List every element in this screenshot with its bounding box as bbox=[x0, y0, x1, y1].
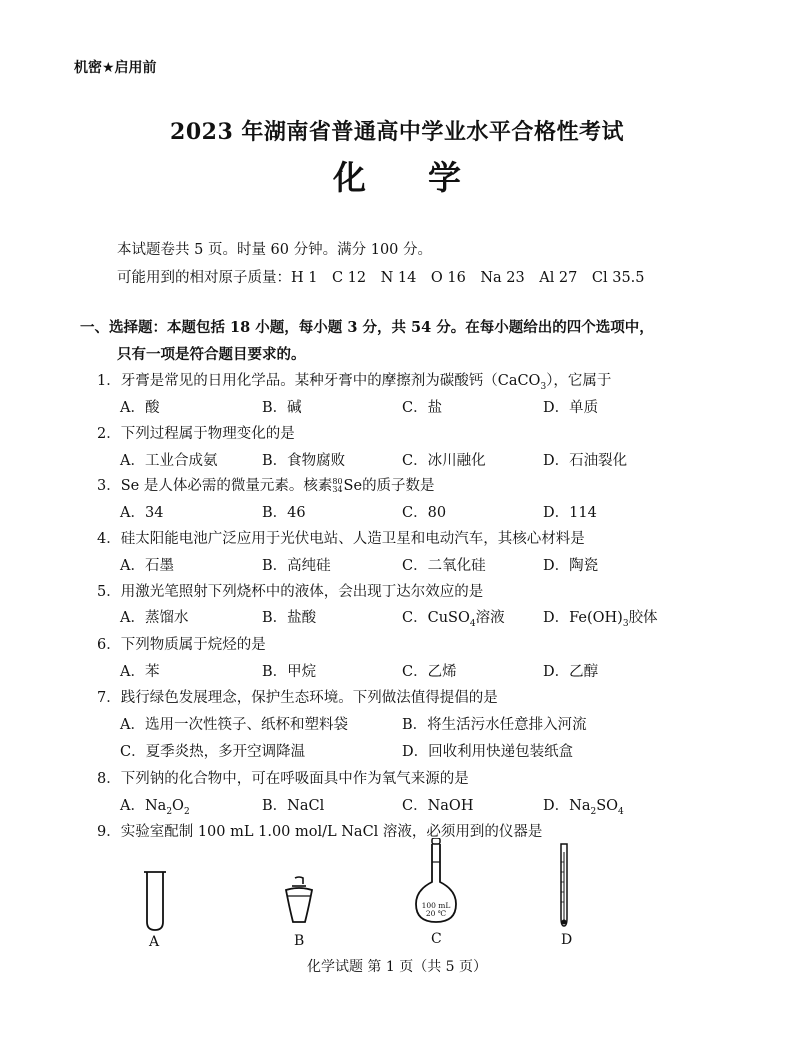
q8-option-c: C．NaOH bbox=[402, 798, 474, 814]
question-7-stem: 7．践行绿色发展理念，保护生态环境。下列做法值得提倡的是 bbox=[97, 690, 498, 706]
q2-option-c: C．冰川融化 bbox=[402, 453, 486, 469]
q8-a-p2: O bbox=[172, 798, 184, 814]
q8-option-d bbox=[543, 794, 624, 817]
flask-temperature: 20 ℃ bbox=[425, 909, 447, 918]
q4-option-c: C．二氧化硅 bbox=[402, 558, 486, 574]
q1-option-a: A．酸 bbox=[120, 400, 160, 416]
test-tube-icon bbox=[140, 868, 170, 934]
q4-option-a: A．石墨 bbox=[120, 558, 174, 574]
confidential-mark: 机密★启用前 bbox=[74, 60, 157, 76]
q7-option-c: C．夏季炎热，多开空调降温 bbox=[120, 744, 306, 760]
nuclide-notation bbox=[332, 478, 342, 494]
flask-volume: 100 mL bbox=[421, 901, 451, 910]
q5-c-tail: 溶液 bbox=[475, 610, 505, 626]
question-9-stem: 9．实验室配制 100 mL 1.00 mol/L NaCl 溶液，必须用到的仪器是 bbox=[97, 824, 543, 840]
q1-option-b: B．碱 bbox=[262, 400, 302, 416]
q5-d-sub: 3 bbox=[622, 618, 629, 629]
q6-option-a: A．苯 bbox=[120, 664, 160, 680]
q8-d-sub2: 4 bbox=[618, 806, 624, 817]
funnel-icon bbox=[280, 876, 318, 928]
q7-option-d: D．回收利用快递包装纸盒 bbox=[402, 744, 574, 760]
q8-d-p2: SO bbox=[596, 798, 619, 814]
atomic-mass-line: 可能用到的相对原子质量：H 1 C 12 N 14 O 16 Na 23 Al 27 Cl 35.5 bbox=[117, 270, 645, 286]
q4-option-d: D．陶瓷 bbox=[543, 558, 599, 574]
q5-d-tail: 胶体 bbox=[628, 610, 658, 626]
q5-option-a: A．蒸馏水 bbox=[120, 610, 189, 626]
q1-option-d: D．单质 bbox=[543, 400, 599, 416]
q3-option-a: A．34 bbox=[120, 505, 164, 521]
q5-option-c bbox=[402, 606, 505, 629]
subject-title bbox=[0, 152, 794, 199]
q1-option-c: C．盐 bbox=[402, 400, 443, 416]
instruction-line-1: 本试题卷共 5 页。时量 60 分钟。满分 100 分。 bbox=[117, 242, 433, 258]
q5-c-formula: C．CuSO bbox=[402, 610, 470, 626]
q8-a-sub2: 2 bbox=[183, 806, 190, 817]
atomic-number: 34 bbox=[332, 485, 343, 494]
q8-a-p1: A．Na bbox=[120, 798, 167, 814]
q6-option-d: D．乙醇 bbox=[543, 664, 599, 680]
question-5-stem: 5．用激光笔照射下列烧杯中的液体，会出现丁达尔效应的是 bbox=[97, 584, 484, 600]
q3-stem-tail: 的质子数是 bbox=[362, 478, 435, 494]
question-1-stem bbox=[97, 369, 611, 392]
q3-stem-text: 3．Se 是人体必需的微量元素。核素 bbox=[97, 478, 333, 494]
apparatus-label-c: C bbox=[431, 931, 442, 947]
q8-d-sub1: 2 bbox=[590, 806, 597, 817]
subject-char-1: 化 bbox=[333, 158, 366, 197]
exam-instructions bbox=[117, 236, 645, 292]
q8-option-a bbox=[120, 794, 190, 817]
q5-option-b: B．盐酸 bbox=[262, 610, 317, 626]
q8-a-sub1: 2 bbox=[166, 806, 173, 817]
page-footer: 化学试题 第 1 页（共 5 页） bbox=[306, 959, 488, 975]
apparatus-label-a: A bbox=[149, 934, 160, 950]
q3-option-c: C．80 bbox=[402, 505, 447, 521]
section-heading-1: 一、选择题：本题包括 18 小题，每小题 3 分，共 54 分。在每小题给出的四个选项中， bbox=[80, 319, 654, 336]
question-2-stem: 2．下列过程属于物理变化的是 bbox=[97, 426, 295, 442]
question-4-stem: 4．硅太阳能电池广泛应用于光伏电站、人造卫星和电动汽车，其核心材料是 bbox=[97, 531, 585, 547]
q8-option-b: B．NaCl bbox=[262, 798, 325, 814]
q1-stem-text: 1．牙膏是常见的日用化学品。某种牙膏中的摩擦剂为碳酸钙（CaCO bbox=[97, 373, 541, 389]
q1-stem-sub: 3 bbox=[540, 381, 547, 392]
q5-d-formula: D．Fe(OH) bbox=[543, 610, 623, 626]
q7-option-b: B．将生活污水任意排入河流 bbox=[402, 717, 587, 733]
q6-option-b: B．甲烷 bbox=[262, 664, 317, 680]
q5-c-sub: 4 bbox=[469, 618, 476, 629]
apparatus-label-d: D bbox=[561, 932, 573, 948]
q5-option-d bbox=[543, 606, 658, 629]
section-heading-2: 只有一项是符合题目要求的。 bbox=[117, 346, 306, 363]
flask-marking bbox=[416, 902, 456, 918]
q6-option-c: C．乙烯 bbox=[402, 664, 457, 680]
q7-option-a: A．选用一次性筷子、纸杯和塑料袋 bbox=[120, 717, 348, 733]
element-symbol: Se bbox=[343, 478, 363, 494]
question-8-stem: 8．下列钠的化合物中，可在呼吸面具中作为氧气来源的是 bbox=[97, 771, 469, 787]
q2-option-d: D．石油裂化 bbox=[543, 453, 628, 469]
apparatus-label-b: B bbox=[294, 933, 305, 949]
question-3-stem bbox=[97, 474, 435, 495]
subject-char-2: 学 bbox=[428, 158, 461, 197]
q4-option-b: B．高纯硅 bbox=[262, 558, 331, 574]
thermometer-icon bbox=[556, 842, 572, 930]
question-6-stem: 6．下列物质属于烷烃的是 bbox=[97, 637, 266, 653]
q3-option-b: B．46 bbox=[262, 505, 306, 521]
q2-option-a: A．工业合成氨 bbox=[120, 453, 218, 469]
q1-stem-tail: ），它属于 bbox=[546, 373, 612, 389]
q2-option-b: B．食物腐败 bbox=[262, 453, 346, 469]
exam-title: 2023 年湖南省普通高中学业水平合格性考试 bbox=[170, 119, 624, 145]
q3-option-d: D．114 bbox=[543, 505, 597, 521]
mass-number: 80 bbox=[332, 477, 343, 486]
q8-d-p1: D．Na bbox=[543, 798, 591, 814]
